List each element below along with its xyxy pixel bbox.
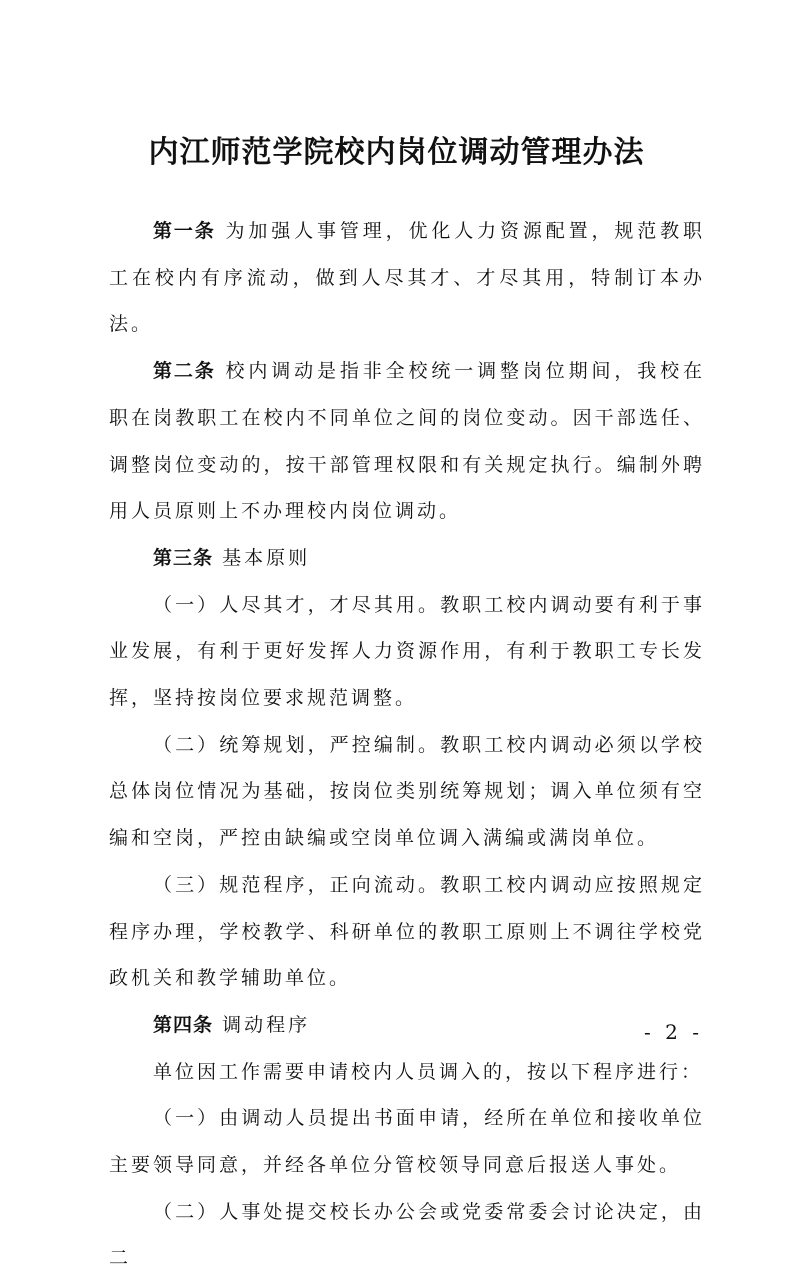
paragraph-text: （三）规范程序，正向流动。教职工校内调动应按照规定程序办理，学校教学、科研单位的教职工原则上不调往学校党政机关和教学辅助单位。 — [109, 873, 705, 990]
article-label: 第二条 — [153, 360, 216, 383]
article-label: 第一条 — [153, 220, 216, 242]
paragraph-text: （二）统筹规划，严控编制。教职工校内调动必须以学校总体岗位情况为基础，按岗位类别统筹规划；调入单位须有空编和空岗，严控由缺编或空岗单位调入满编或满岗单位。 — [109, 733, 705, 850]
article-2-paragraph — [109, 348, 705, 535]
page-number: - 2 - — [644, 1020, 703, 1044]
principle-2-paragraph — [109, 722, 705, 862]
article-3-paragraph — [109, 535, 705, 582]
paragraph-text: （一）由调动人员提出书面申请，经所在单位和接收单位主要领导同意，并经各单位分管校领导同意后报送人事处。 — [109, 1107, 705, 1177]
procedure-step-2-paragraph — [109, 1189, 705, 1282]
document-title: 内江师范学院校内岗位调动管理办法 — [148, 135, 645, 170]
document-body — [109, 208, 705, 1282]
article-label: 第四条 — [153, 1013, 214, 1036]
paragraph-text: （一）人尽其才，才尽其用。教职工校内调动要有利于事业发展，有利于更好发挥人力资源作用，有利于教职工专长发挥，坚持按岗位要求规范调整。 — [109, 593, 705, 710]
procedure-intro-paragraph — [109, 1049, 705, 1096]
article-1-paragraph — [109, 208, 705, 348]
paragraph-text: 基本原则 — [222, 546, 311, 569]
paragraph-text: 为加强人事管理，优化人力资源配置，规范教职工在校内有序流动，做到人尽其才、才尽其用，特制订本办法。 — [109, 220, 705, 336]
paragraph-text: 单位因工作需要申请校内人员调入的，按以下程序进行： — [153, 1060, 704, 1083]
procedure-step-1-paragraph — [109, 1095, 705, 1188]
article-label: 第三条 — [153, 546, 214, 569]
principle-3-paragraph — [109, 862, 705, 1002]
paragraph-text: 调动程序 — [222, 1013, 311, 1036]
principle-1-paragraph — [109, 582, 705, 722]
paragraph-text: 校内调动是指非全校统一调整岗位期间，我校在职在岗教职工在校内不同单位之间的岗位变动。因干部选任、调整岗位变动的，按干部管理权限和有关规定执行。编制外聘用人员原则上不办理校内岗位调动。 — [109, 360, 705, 523]
paragraph-text: （二）人事处提交校长办公会或党委常委会讨论决定，由二 — [109, 1200, 705, 1270]
